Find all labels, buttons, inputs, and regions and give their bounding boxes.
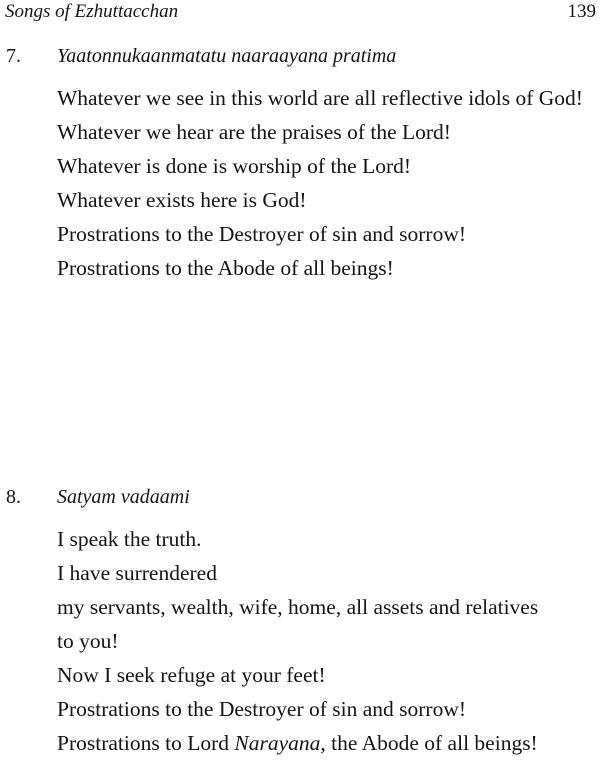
verse-line: Prostrations to the Destroyer of sin and sorrow! (57, 222, 467, 246)
emphasized-name: Narayana (234, 731, 321, 755)
verse-line: I speak the truth. (57, 527, 202, 551)
verse (57, 522, 600, 760)
page-number: 139 (567, 1, 596, 22)
verse-line: my servants, wealth, wife, home, all assets and relatives (57, 595, 539, 619)
verse-line: Prostrations to the Destroyer of sin and sorrow! (57, 697, 467, 721)
verse-line: Prostrations to the Abode of all beings! (57, 256, 394, 280)
verse-line-last (57, 726, 600, 760)
verse-line: Whatever we see in this world are all reflective idols of God! (57, 86, 583, 110)
verse-line: Whatever is done is worship of the Lord! (57, 154, 412, 178)
song-number: 8. (6, 486, 21, 508)
verse-line: I have surrendered (57, 561, 217, 585)
verse (57, 81, 600, 285)
verse-line: Now I seek refuge at your feet! (57, 663, 326, 687)
verse-line: Whatever exists here is God! (57, 188, 307, 212)
verse-text: Prostrations to Lord (57, 731, 235, 755)
running-head: Songs of Ezhuttacchan (5, 1, 179, 22)
song-title: Satyam vadaami (57, 486, 190, 508)
verse-line: Whatever we hear are the praises of the Lord! (57, 120, 451, 144)
verse-text: , the Abode of all beings! (320, 731, 538, 755)
song-title: Yaatonnukaanmatatu naaraayana pratima (57, 45, 397, 67)
verse-line: to you! (57, 629, 119, 653)
song-number: 7. (6, 45, 21, 67)
